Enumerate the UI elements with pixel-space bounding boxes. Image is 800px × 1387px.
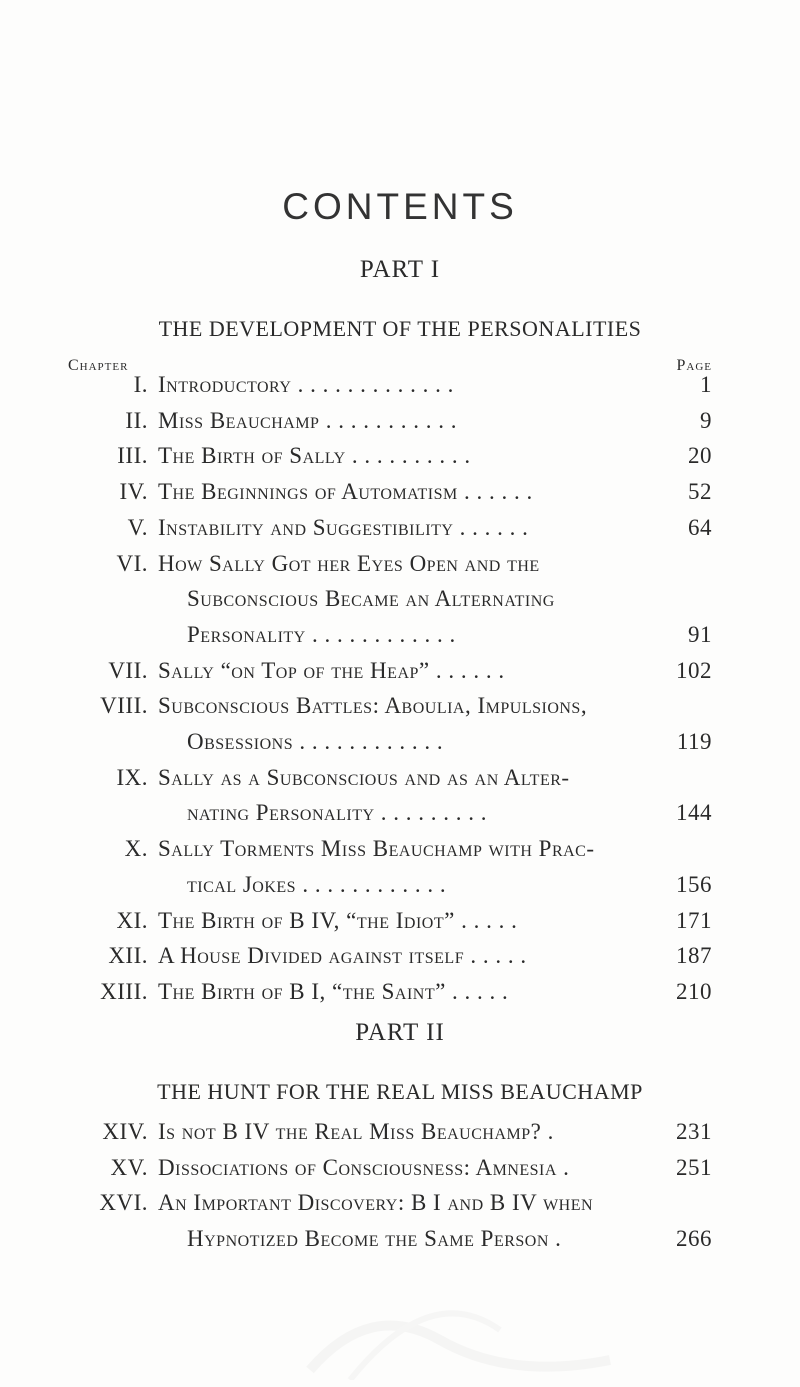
chapter-title: The Birth of B I, “the Saint” . . . . . (158, 978, 509, 1004)
chapter-number: VII. (108, 657, 148, 683)
chapter-title: A House Divided against itself . . . . . (158, 943, 527, 969)
chapter-title: Personality . . . . . . . . . . . . (187, 621, 456, 647)
part-one-heading: PART I (359, 256, 441, 283)
chapter-title: Sally “on Top of the Heap” . . . . . . (158, 657, 505, 683)
page-column-header: Page (676, 357, 712, 374)
page-number: 251 (676, 1154, 712, 1180)
chapter-title: Obsessions . . . . . . . . . . . . (187, 729, 444, 754)
chapter-title: nating Personality . . . . . . . . . (187, 800, 488, 826)
chapter-title: An Important Discovery: B I and B IV when (158, 1190, 594, 1216)
page-number: 9 (700, 407, 712, 433)
chapter-number: II. (125, 407, 148, 433)
chapter-title: Is not B IV the Real Miss Beauchamp? . (158, 1119, 554, 1144)
page-number: 266 (676, 1226, 712, 1252)
chapter-title: Introductory . . . . . . . . . . . . . (158, 372, 454, 397)
chapter-column-header: Chapter (68, 357, 129, 374)
chapter-title: Sally Torments Miss Beauchamp with Prac- (158, 836, 595, 862)
page-title: CONTENTS (282, 186, 518, 227)
page-number: 1 (700, 372, 712, 397)
chapter-title: Miss Beauchamp . . . . . . . . . . . (158, 407, 457, 433)
chapter-number: VIII. (100, 693, 148, 719)
part-two-heading: PART II (355, 1019, 445, 1046)
chapter-title: How Sally Got her Eyes Open and the (158, 550, 540, 576)
chapter-title: The Birth of Sally . . . . . . . . . . (158, 443, 471, 469)
page-number: 52 (688, 479, 712, 505)
page-number: 20 (688, 443, 712, 469)
chapter-number: XIV. (102, 1119, 148, 1144)
chapter-title: The Birth of B IV, “the Idiot” . . . . . (158, 907, 518, 933)
chapter-number: III. (117, 443, 148, 469)
chapter-title: Subconscious Battles: Aboulia, Impulsions, (158, 693, 588, 719)
part-two-subtitle: THE HUNT FOR THE REAL MISS BEAUCHAMP (157, 1079, 643, 1104)
page-number: 91 (688, 621, 712, 647)
chapter-number: V. (127, 514, 148, 540)
page-number: 231 (676, 1119, 712, 1144)
paper-stain (290, 1240, 630, 1380)
page-number: 102 (676, 657, 712, 683)
chapter-number: IV. (119, 479, 148, 505)
page-number: 64 (688, 514, 712, 540)
chapter-number: XVI. (99, 1190, 148, 1216)
chapter-number: IX. (116, 764, 148, 790)
chapter-title: tical Jokes . . . . . . . . . . . . (187, 871, 447, 897)
chapter-number: XIII. (100, 978, 148, 1004)
chapter-number: VI. (116, 550, 148, 576)
page-number: 119 (676, 729, 712, 754)
chapter-number: XII. (108, 943, 148, 969)
chapter-number: XI. (116, 907, 148, 933)
part-one-subtitle: THE DEVELOPMENT OF THE PERSONALITIES (158, 316, 642, 341)
chapter-title: The Beginnings of Automatism . . . . . . (158, 479, 533, 505)
page-number: 156 (676, 871, 712, 897)
chapter-number: I. (133, 372, 148, 397)
chapter-title: Sally as a Subconscious and as an Alter- (158, 764, 570, 790)
page-number: 187 (676, 943, 712, 969)
chapter-number: XV. (110, 1154, 148, 1180)
chapter-number: X. (124, 836, 148, 862)
chapter-title: Hypnotized Become the Same Person . (187, 1226, 562, 1252)
page-number: 144 (676, 800, 712, 826)
chapter-title: Dissociations of Consciousness: Amnesia . (158, 1154, 570, 1180)
chapter-title: Subconscious Became an Alternating (187, 586, 555, 612)
chapter-title: Instability and Suggestibility . . . . . . (158, 514, 529, 540)
page-number: 210 (676, 978, 712, 1004)
page-number: 171 (676, 907, 712, 933)
